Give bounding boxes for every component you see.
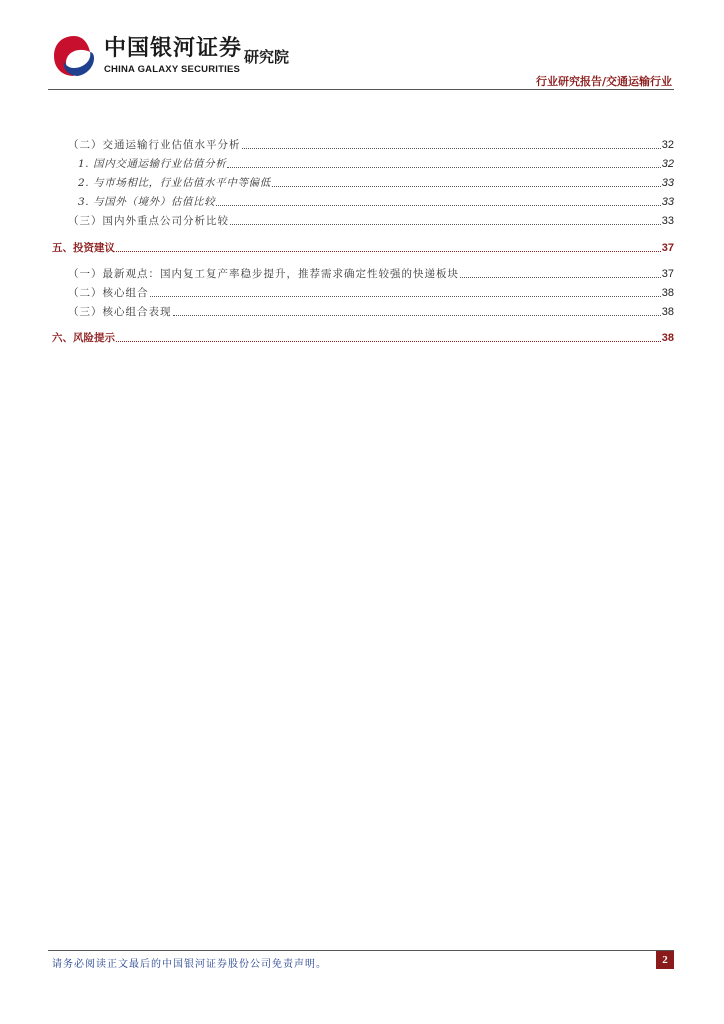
report-type: 行业研究报告/交通运输行业 — [535, 75, 672, 88]
toc-leader — [116, 250, 661, 252]
toc-entry-page: 32 — [661, 158, 674, 170]
toc-leader — [230, 223, 661, 225]
toc-entry-page: 38 — [661, 306, 674, 318]
toc-entry[interactable] — [52, 193, 674, 209]
toc-entry-label: （二）交通运输行业估值水平分析 — [68, 139, 241, 151]
toc-entry-page: 33 — [661, 215, 674, 227]
toc-entry-page: 38 — [661, 287, 674, 299]
toc-entry-page: 37 — [661, 268, 674, 280]
toc-leader — [216, 204, 660, 206]
toc-entry-label: （三）核心组合表现 — [68, 306, 172, 318]
toc-entry[interactable] — [52, 136, 674, 152]
toc-leader — [272, 185, 661, 187]
toc-entry-label: 1. 国内交通运输行业估值分析 — [78, 158, 227, 170]
toc-entry-label: （一）最新观点：国内复工复产率稳步提升，推荐需求确定性较强的快递板块 — [68, 268, 459, 280]
toc-entry[interactable] — [52, 329, 674, 345]
toc-entry-page: 33 — [661, 177, 674, 189]
toc-entry-page: 33 — [661, 196, 674, 208]
footer-disclaimer: 请务必阅读正文最后的中国银河证券股份公司免责声明。 — [52, 959, 327, 970]
toc-entry-page: 38 — [661, 332, 674, 344]
header-divider — [48, 89, 674, 90]
toc-leader — [150, 295, 661, 297]
toc-entry[interactable] — [52, 155, 674, 171]
page-header — [0, 0, 724, 92]
toc-leader — [116, 340, 661, 342]
toc-entry[interactable] — [52, 239, 674, 255]
toc-entry-label: （二）核心组合 — [68, 287, 149, 299]
toc-entry-label: 五、投资建议 — [52, 242, 115, 254]
toc-entry-label: （三）国内外重点公司分析比较 — [68, 215, 229, 227]
toc-entry[interactable] — [52, 284, 674, 300]
toc-entry[interactable] — [52, 212, 674, 228]
page-number: 2 — [656, 951, 674, 969]
toc-entry-label: 3. 与国外（境外）估值比较 — [78, 196, 216, 208]
galaxy-logo-icon — [48, 30, 100, 82]
toc-entry-page: 37 — [661, 242, 674, 254]
brand-name-en: CHINA GALAXY SECURITIES — [104, 64, 241, 75]
toc-entry[interactable] — [52, 303, 674, 319]
footer-divider — [48, 950, 674, 951]
toc-leader — [227, 166, 660, 168]
toc-leader — [460, 276, 661, 278]
toc-entry-label: 六、风险提示 — [52, 332, 115, 344]
toc-leader — [242, 147, 661, 149]
toc-entry-page: 32 — [661, 139, 674, 151]
brand-institute: 研究院 — [244, 48, 290, 66]
toc-leader — [173, 314, 661, 316]
toc-entry[interactable] — [52, 265, 674, 281]
toc-entry[interactable] — [52, 174, 674, 190]
toc-entry-label: 2. 与市场相比，行业估值水平中等偏低 — [78, 177, 271, 189]
brand-name-cn: 中国银河证券 — [104, 36, 243, 61]
